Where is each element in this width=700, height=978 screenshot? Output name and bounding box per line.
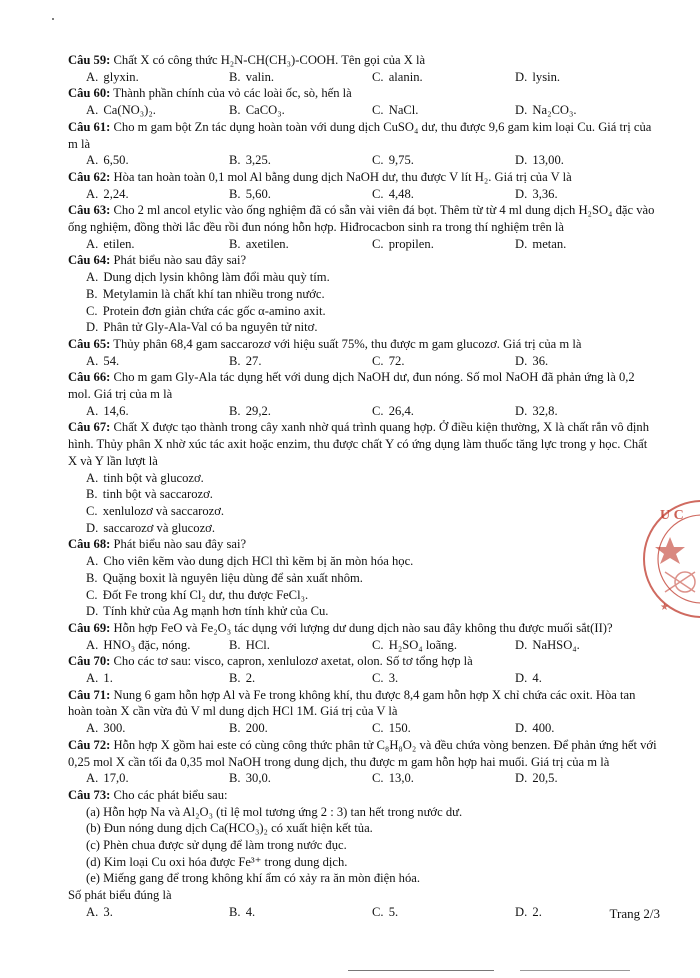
answer-option: [86, 770, 229, 787]
question-text: Chất X có công thức H₂N-CH(CH₃)-COOH. Tên gọi của X là: [113, 53, 426, 67]
option-letter: A.: [86, 270, 99, 285]
option-text: 1.: [103, 671, 113, 686]
option-text: HNO₃ đặc, nóng.: [103, 637, 191, 652]
answer-option: [86, 904, 229, 921]
question-number: Câu 62:: [68, 169, 111, 184]
option-text: NaCl.: [388, 103, 419, 118]
option-letter: D.: [515, 904, 528, 919]
option-letter: B.: [229, 353, 241, 368]
question-text: Nung 6 gam hỗn hợp Al và Fe trong không khí, thu được 8,4 gam hỗn hợp X chỉ chứa các oxit. Hòa tan hoàn toàn X cần vừa đủ V ml dung dịch HCl 1M. Giá trị của V là: [68, 687, 636, 719]
option-text: 4,48.: [388, 186, 414, 201]
answer-option: [86, 553, 658, 570]
question-stem-line: [68, 737, 658, 770]
option-text: 17,0.: [103, 771, 129, 786]
answer-options: [68, 670, 658, 687]
question-number: Câu 68:: [68, 537, 111, 552]
question-block: [68, 536, 658, 620]
option-letter: D.: [515, 721, 528, 736]
option-letter: B.: [86, 487, 98, 502]
option-text: Ca(NO₃)₂.: [103, 103, 156, 118]
answer-option: [86, 303, 382, 320]
option-text: 20,5.: [532, 771, 558, 786]
option-text: 3.: [103, 904, 113, 919]
answer-option: [372, 720, 515, 737]
option-text: 4.: [245, 904, 256, 919]
option-text: 400.: [532, 721, 555, 736]
option-letter: C.: [86, 303, 98, 318]
answer-option: [86, 319, 382, 336]
answer-option: [515, 102, 658, 119]
question-stem-line: [68, 620, 658, 637]
answer-options: [68, 269, 658, 336]
answer-option: [372, 637, 515, 654]
question-block: [68, 52, 658, 85]
question-block: [68, 369, 658, 419]
answer-option: [372, 770, 515, 787]
question-block: [68, 419, 658, 536]
answer-option: [229, 720, 372, 737]
statement-item: (e) Miếng gang để trong không khí ẩm có xảy ra ăn mòn điện hóa.: [86, 871, 420, 886]
answer-options: [68, 236, 658, 253]
option-text: 300.: [103, 721, 126, 736]
question-stem-line: [68, 85, 658, 102]
question-number: Câu 72:: [68, 737, 111, 752]
answer-option: [86, 570, 658, 587]
option-text: 5,60.: [245, 186, 271, 201]
option-text: saccarozơ và glucozơ.: [103, 520, 215, 535]
answer-option: [515, 770, 658, 787]
answer-option: [515, 353, 658, 370]
answer-option: [515, 152, 658, 169]
answer-option: [86, 670, 229, 687]
option-text: 30,0.: [245, 771, 271, 786]
answer-option: [86, 520, 382, 537]
option-text: Phân tử Gly-Ala-Val có ba nguyên tử nitơ.: [103, 320, 318, 335]
seal-icon: [640, 497, 700, 622]
answer-option: [86, 269, 382, 286]
question-block: [68, 119, 658, 169]
option-letter: A.: [86, 186, 99, 201]
answer-option: [229, 770, 372, 787]
option-letter: B.: [229, 671, 241, 686]
option-letter: A.: [86, 771, 99, 786]
option-text: metan.: [532, 236, 567, 251]
question-text: Chất X được tạo thành trong cây xanh nhờ quá trình quang hợp. Ở điều kiện thường, X là chất rắn vô định hình. Thủy phân X nhờ xúc tác axit hoặc enzim, thu được chất Y có ứng dụng làm thuốc tăng lực trong y học. Chất X và Y lần lượt là: [68, 420, 650, 468]
option-letter: B.: [229, 186, 241, 201]
question-text: Phát biểu nào sau đây sai?: [113, 537, 247, 552]
answer-option: [86, 486, 382, 503]
option-text: 3,25.: [245, 153, 271, 168]
option-text: Tính khử của Ag mạnh hơn tính khử của Cu.: [103, 604, 329, 619]
option-letter: C.: [372, 236, 384, 251]
option-text: Na₂CO₃.: [532, 103, 577, 118]
option-text: 2.: [245, 671, 256, 686]
answer-options: [68, 637, 658, 654]
answer-option: [86, 152, 229, 169]
option-text: Metylamin là chất khí tan nhiều trong nước.: [102, 286, 325, 301]
option-letter: C.: [372, 353, 384, 368]
answer-option: [229, 353, 372, 370]
question-prompt: Số phát biểu đúng là: [68, 888, 172, 903]
answer-option: [86, 186, 229, 203]
option-text: axetilen.: [245, 236, 289, 251]
option-letter: A.: [86, 554, 99, 569]
option-letter: C.: [372, 103, 384, 118]
answer-option: [86, 102, 229, 119]
option-letter: C.: [372, 721, 384, 736]
answer-option: [86, 470, 382, 487]
answer-option: [86, 236, 229, 253]
option-letter: D.: [515, 403, 528, 418]
question-stem-line: [68, 169, 658, 186]
answer-option: [372, 904, 515, 921]
question-number: Câu 70:: [68, 654, 111, 669]
option-text: alanin.: [388, 69, 423, 84]
answer-option: [515, 637, 658, 654]
question-text: Cho m gam bột Zn tác dụng hoàn toàn với dung dịch CuSO₄ dư, thu được 9,6 gam kim loại Cu. Giá trị của m là: [68, 119, 652, 151]
question-text: Cho các phát biểu sau:: [113, 787, 228, 802]
option-letter: A.: [86, 637, 99, 652]
option-text: 27.: [245, 353, 262, 368]
answer-option: [372, 69, 515, 86]
question-text: Cho 2 ml ancol etylic vào ống nghiệm đã có sẵn vài viên đá bọt. Thêm từ từ 4 ml dung dịch H₂SO₄ đặc vào ống nghiệm, đồng thời lắc đều rồi đun nóng hỗn hợp. Hiđrocacbon sinh ra trong thí nghiệm trên là: [68, 203, 655, 235]
question-text: Cho m gam Gly-Ala tác dụng hết với dung dịch NaOH dư, đun nóng. Số mol NaOH đã phản ứng là 0,2 mol. Giá trị của m là: [68, 370, 635, 402]
question-number: Câu 65:: [68, 336, 111, 351]
option-text: 14,6.: [103, 403, 129, 418]
question-block: [68, 787, 658, 921]
option-text: 2.: [532, 904, 542, 919]
option-text: NaHSO₄.: [532, 637, 580, 652]
option-letter: A.: [86, 103, 99, 118]
option-text: 150.: [388, 721, 411, 736]
option-text: H₂SO₄ loãng.: [388, 637, 457, 652]
option-letter: A.: [86, 153, 99, 168]
question-text: Cho các tơ sau: visco, capron, xenlulozơ axetat, olon. Số tơ tổng hợp là: [113, 654, 473, 669]
answer-option: [86, 720, 229, 737]
statement-list: [68, 804, 658, 888]
option-letter: C.: [86, 587, 98, 602]
answer-option: [86, 286, 382, 303]
answer-option: [372, 186, 515, 203]
answer-option: [229, 152, 372, 169]
option-text: glyxin.: [103, 69, 139, 84]
answer-options: [68, 470, 658, 537]
answer-option: [229, 670, 372, 687]
option-letter: A.: [86, 671, 99, 686]
option-letter: D.: [515, 153, 528, 168]
question-number: Câu 61:: [68, 119, 111, 134]
question-stem-line: [68, 369, 658, 402]
option-text: tinh bột và saccarozơ.: [102, 487, 213, 502]
question-text: Phát biểu nào sau đây sai?: [113, 253, 247, 268]
option-letter: B.: [229, 103, 241, 118]
answer-options: [68, 69, 658, 86]
option-text: 4.: [532, 671, 542, 686]
question-text: Hỗn hợp FeO và Fe₂O₃ tác dụng với lượng dư dung dịch nào sau đây không thu được muối sắt(II)?: [113, 620, 613, 635]
option-letter: D.: [86, 604, 99, 619]
answer-option: [229, 403, 372, 420]
option-letter: A.: [86, 403, 99, 418]
question-block: [68, 620, 658, 653]
option-letter: B.: [229, 69, 241, 84]
option-text: Đốt Fe trong khí Cl₂ dư, thu được FeCl₃.: [102, 587, 309, 602]
option-text: 36.: [532, 353, 549, 368]
option-letter: B.: [86, 570, 98, 585]
option-text: 13,0.: [388, 771, 414, 786]
option-letter: B.: [229, 771, 241, 786]
option-letter: C.: [372, 771, 384, 786]
option-text: Quặng boxit là nguyên liệu dùng để sản xuất nhôm.: [102, 570, 363, 585]
question-number: Câu 66:: [68, 370, 111, 385]
scan-dot: [52, 18, 54, 20]
option-text: 29,2.: [245, 403, 271, 418]
option-letter: D.: [515, 353, 528, 368]
option-text: valin.: [245, 69, 275, 84]
option-text: lysin.: [532, 69, 561, 84]
question-stem-line: [68, 119, 658, 152]
question-number: Câu 69:: [68, 620, 111, 635]
option-text: xenlulozơ và saccarozơ.: [102, 503, 225, 518]
option-letter: D.: [515, 69, 528, 84]
option-text: etilen.: [103, 236, 135, 251]
question-list: [68, 52, 658, 921]
question-stem-line: [68, 536, 658, 553]
answer-options: [68, 152, 658, 169]
option-text: Dung dịch lysin không làm đổi màu quỳ tím.: [103, 270, 330, 285]
question-block: [68, 336, 658, 369]
statement-item: (d) Kim loại Cu oxi hóa được Fe³⁺ trong dung dịch.: [86, 854, 348, 869]
answer-options: [68, 186, 658, 203]
answer-option: [86, 637, 229, 654]
option-text: CaCO₃.: [245, 103, 285, 118]
option-text: tinh bột và glucozơ.: [103, 470, 204, 485]
option-letter: B.: [229, 403, 241, 418]
red-seal-stamp: [640, 497, 700, 622]
option-letter: D.: [515, 236, 528, 251]
option-letter: B.: [229, 236, 241, 251]
option-text: 3,36.: [532, 186, 558, 201]
option-letter: C.: [86, 503, 98, 518]
answer-option: [515, 236, 658, 253]
question-number: Câu 63:: [68, 203, 111, 218]
question-stem-line: [68, 787, 658, 804]
option-text: propilen.: [388, 236, 434, 251]
answer-option: [229, 102, 372, 119]
question-block: [68, 687, 658, 737]
question-block: [68, 252, 658, 336]
option-letter: D.: [515, 637, 528, 652]
option-letter: C.: [372, 69, 384, 84]
option-letter: A.: [86, 236, 99, 251]
question-number: Câu 64:: [68, 253, 111, 268]
question-stem-line: [68, 202, 658, 235]
answer-option: [515, 403, 658, 420]
answer-option: [515, 670, 658, 687]
option-letter: D.: [515, 771, 528, 786]
statement-item: (a) Hỗn hợp Na và Al₂O₃ (tỉ lệ mol tương ứng 2 : 3) tan hết trong nước dư.: [86, 804, 463, 819]
statement-item: (b) Đun nóng dung dịch Ca(HCO₃)₂ có xuất hiện kết tủa.: [86, 821, 373, 836]
answer-option: [372, 670, 515, 687]
answer-option: [229, 236, 372, 253]
option-letter: C.: [372, 671, 384, 686]
question-block: [68, 169, 658, 202]
option-letter: D.: [515, 186, 528, 201]
question-number: Câu 60:: [68, 86, 111, 101]
answer-option: [86, 603, 658, 620]
question-number: Câu 71:: [68, 687, 111, 702]
option-text: HCl.: [245, 637, 270, 652]
question-stem-line: [68, 252, 658, 269]
answer-options: [68, 353, 658, 370]
option-letter: B.: [229, 637, 241, 652]
option-text: Cho viên kẽm vào dung dịch HCl thì kẽm bị ăn mòn hóa học.: [103, 554, 414, 569]
question-text: Hòa tan hoàn toàn 0,1 mol Al bằng dung dịch NaOH dư, thu được V lít H₂. Giá trị của V là: [113, 169, 572, 184]
option-letter: C.: [372, 637, 384, 652]
option-letter: A.: [86, 904, 99, 919]
answer-option: [86, 353, 229, 370]
option-letter: A.: [86, 470, 99, 485]
question-text: Thành phần chính của vỏ các loài ốc, sò, hến là: [113, 86, 352, 101]
question-text: Thủy phân 68,4 gam saccarozơ với hiệu suất 75%, thu được m gam glucozơ. Giá trị của m là: [113, 336, 582, 351]
answer-option: [372, 152, 515, 169]
option-text: 9,75.: [388, 153, 414, 168]
option-letter: D.: [86, 520, 99, 535]
answer-option: [372, 403, 515, 420]
answer-options: [68, 904, 658, 921]
answer-option: [229, 637, 372, 654]
option-text: 26,4.: [388, 403, 414, 418]
option-letter: C.: [372, 186, 384, 201]
option-letter: D.: [515, 671, 528, 686]
answer-option: [515, 720, 658, 737]
option-letter: C.: [372, 403, 384, 418]
answer-options: [68, 403, 658, 420]
question-block: [68, 737, 658, 787]
answer-options: [68, 553, 658, 620]
question-number: Câu 59:: [68, 53, 111, 67]
option-letter: A.: [86, 353, 99, 368]
option-letter: B.: [229, 721, 241, 736]
answer-option: [372, 102, 515, 119]
option-text: 5.: [388, 904, 399, 919]
answer-options: [68, 102, 658, 119]
option-letter: C.: [372, 153, 384, 168]
question-stem-line: [68, 687, 658, 720]
question-stem-line: [68, 653, 658, 670]
answer-option: [86, 503, 382, 520]
option-text: 6,50.: [103, 153, 129, 168]
answer-options: [68, 720, 658, 737]
option-text: 54.: [103, 353, 120, 368]
option-letter: A.: [86, 721, 99, 736]
statement-item: (c) Phèn chua được sử dụng để làm trong nước đục.: [86, 838, 347, 853]
option-letter: A.: [86, 69, 99, 84]
answer-option: [229, 186, 372, 203]
option-letter: B.: [86, 286, 98, 301]
question-block: [68, 202, 658, 252]
svg-text:★: ★: [660, 602, 669, 613]
option-text: Protein đơn giản chứa các gốc α-amino axit.: [102, 303, 326, 318]
option-text: 72.: [388, 353, 405, 368]
question-stem-line: [68, 336, 658, 353]
question-stem-line: [68, 52, 658, 69]
answer-option: [372, 353, 515, 370]
question-number: Câu 67:: [68, 420, 111, 435]
answer-option: [86, 403, 229, 420]
question-text: Hỗn hợp X gồm hai este có cùng công thức phân tử C₈H₈O₂ và đều chứa vòng benzen. Để phản ứng hết với 0,25 mol X cần tối đa 0,35 mol NaOH trong dung dịch, thu được m gam hỗn hợp hai muối. Giá trị của m là: [68, 737, 657, 769]
divider: [520, 970, 630, 971]
answer-option: [515, 186, 658, 203]
page-footer: Trang 2/3: [609, 906, 660, 921]
option-letter: D.: [515, 103, 528, 118]
option-letter: B.: [229, 153, 241, 168]
option-letter: C.: [372, 904, 384, 919]
question-number: Câu 73:: [68, 787, 111, 802]
answer-options: [68, 770, 658, 787]
answer-option: [86, 587, 658, 604]
option-text: 3.: [388, 671, 399, 686]
option-text: 2,24.: [103, 186, 129, 201]
question-block: [68, 653, 658, 686]
question-stem-line: [68, 419, 658, 469]
option-text: 13,00.: [532, 153, 564, 168]
option-text: 200.: [245, 721, 268, 736]
divider: [348, 970, 494, 971]
svg-text:U C: U C: [660, 508, 684, 523]
option-letter: D.: [86, 320, 99, 335]
option-letter: B.: [229, 904, 241, 919]
question-block: [68, 85, 658, 118]
answer-option: [515, 69, 658, 86]
answer-option: [86, 69, 229, 86]
answer-option: [229, 904, 372, 921]
answer-option: [229, 69, 372, 86]
option-text: 32,8.: [532, 403, 558, 418]
answer-option: [372, 236, 515, 253]
